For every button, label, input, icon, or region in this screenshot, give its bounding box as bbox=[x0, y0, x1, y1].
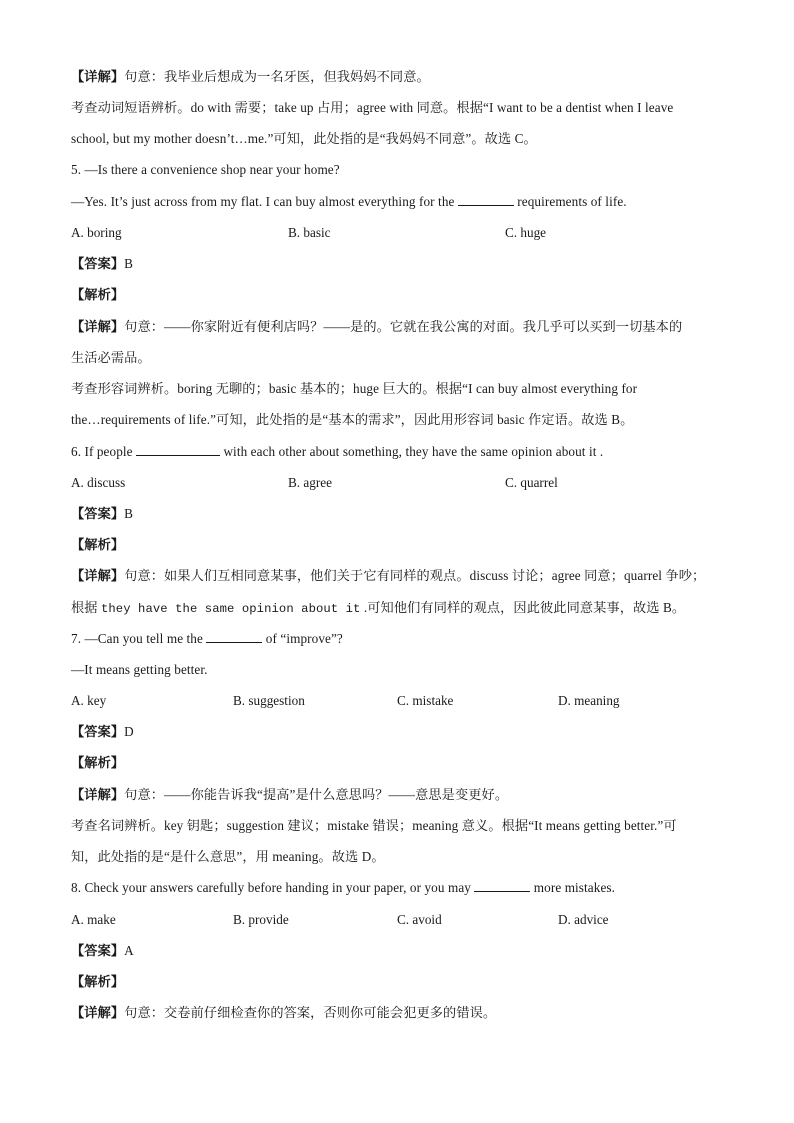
q5-option-b: B. basic bbox=[288, 225, 331, 240]
q7-option-c: C. mistake bbox=[397, 693, 454, 708]
q6-option-a: A. discuss bbox=[71, 475, 126, 490]
q7-option-d: D. meaning bbox=[558, 693, 620, 708]
q7-answer: 【答案】D bbox=[71, 724, 134, 739]
answer-blank bbox=[206, 630, 262, 643]
q8-option-b: B. provide bbox=[233, 912, 289, 927]
q7-analysis-2: 知，此处指的是“是什么意思”，用 meaning。故选 D。 bbox=[71, 849, 385, 864]
q5-analysis-2: the…requirements of life.”可知，此处指的是“基本的需求”，因此用形容词 basic 作定语。故选 B。 bbox=[71, 412, 634, 427]
q5-detail-2: 生活必需品。 bbox=[71, 350, 151, 365]
q7-option-a: A. key bbox=[71, 693, 107, 708]
q7-analysis-1: 考查名词辨析。key 钥匙；suggestion 建议；mistake 错误；meaning 意义。根据“It means getting better.”可 bbox=[71, 818, 677, 833]
q4-analysis-2: school, but my mother doesn’t…me.”可知，此处指的是“我妈妈不同意”。故选 C。 bbox=[71, 131, 537, 146]
q5-option-a: A. boring bbox=[71, 225, 122, 240]
q5-option-c: C. huge bbox=[505, 225, 547, 240]
answer-blank bbox=[458, 193, 514, 206]
q8-detail: 【详解】句意：交卷前仔细检查你的答案，否则你可能会犯更多的错误。 bbox=[71, 1005, 497, 1020]
q6-analysis-tag: 【解析】 bbox=[71, 537, 125, 552]
q5-analysis-1: 考查形容词辨析。boring 无聊的；basic 基本的；huge 巨大的。根据“I can buy almost everything for bbox=[71, 381, 638, 396]
q8-stem: 8. Check your answers carefully before handing in your paper, or you may more mistakes. bbox=[71, 880, 616, 895]
answer-blank bbox=[136, 443, 220, 456]
q4-detail: 【详解】句意：我毕业后想成为一名牙医，但我妈妈不同意。 bbox=[71, 69, 430, 84]
q4-analysis-1: 考查动词短语辨析。do with 需要；take up 占用；agree with 同意。根据“I want to be a dentist when I leave bbox=[71, 100, 674, 115]
q6-detail-1: 【详解】句意：如果人们互相同意某事，他们关于它有同样的观点。discuss 讨论；agree 同意；quarrel 争吵； bbox=[71, 568, 706, 583]
q7-stem-1: 7. —Can you tell me the of “improve”? bbox=[71, 631, 343, 646]
q6-answer: 【答案】B bbox=[71, 506, 134, 521]
q5-detail-1: 【详解】句意：——你家附近有便利店吗？——是的。它就在我公寓的对面。我几乎可以买到一切基本的 bbox=[71, 319, 683, 334]
q6-option-b: B. agree bbox=[288, 475, 332, 490]
answer-blank bbox=[474, 879, 530, 892]
q8-option-d: D. advice bbox=[558, 912, 609, 927]
q7-analysis-tag: 【解析】 bbox=[71, 755, 125, 770]
q8-answer: 【答案】A bbox=[71, 943, 134, 958]
q6-detail-2: 根据 they have the same opinion about it .可知他们有同样的观点，因此彼此同意某事，故选 B。 bbox=[71, 600, 686, 616]
q6-option-c: C. quarrel bbox=[505, 475, 558, 490]
q7-option-b: B. suggestion bbox=[233, 693, 305, 708]
q6-stem: 6. If people with each other about something, they have the same opinion about it . bbox=[71, 444, 604, 459]
q5-analysis-tag: 【解析】 bbox=[71, 287, 125, 302]
q7-stem-2: —It means getting better. bbox=[71, 662, 208, 677]
q5-answer: 【答案】B bbox=[71, 256, 134, 271]
q8-option-c: C. avoid bbox=[397, 912, 442, 927]
q8-option-a: A. make bbox=[71, 912, 116, 927]
q8-analysis-tag: 【解析】 bbox=[71, 974, 125, 989]
q7-detail: 【详解】句意：——你能告诉我“提高”是什么意思吗？——意思是变更好。 bbox=[71, 787, 509, 802]
q5-stem-1: 5. —Is there a convenience shop near your home? bbox=[71, 162, 340, 177]
q5-stem-2: —Yes. It’s just across from my flat. I can buy almost everything for the requirements of life. bbox=[71, 194, 627, 209]
